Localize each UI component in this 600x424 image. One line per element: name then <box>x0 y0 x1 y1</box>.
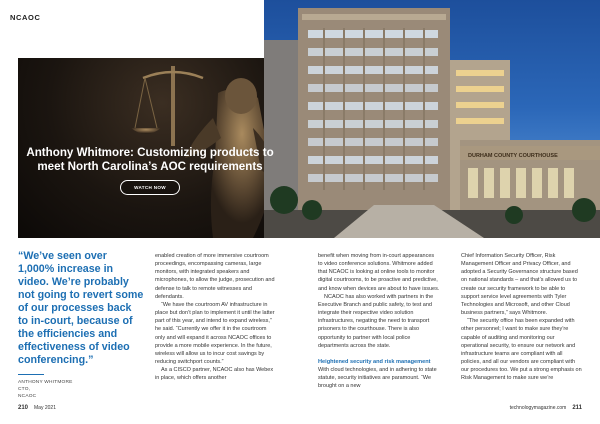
issue-date: May 2021 <box>34 405 56 411</box>
attribution-org: NCAOC <box>18 394 37 400</box>
hero-image <box>18 0 600 238</box>
watch-now-button[interactable]: WATCH NOW <box>120 180 180 195</box>
article-column-1 <box>155 252 277 383</box>
paragraph: benefit when moving from in-court appearances to video conference solutions. Whitmore added that NCAOC is looking at online tools to monitor digital courtrooms, to be proactive and predictive, and know when devices are about to have issues. <box>318 253 440 292</box>
page-number-right: 211 <box>572 405 582 411</box>
paragraph: Chief Information Security Officer, Risk Management Officer and Privacy Officer, and adopted a Security Governance structure based on national standards – and that’s allowed us to create our security framework to be able to support service level agreements with Tyler Technologies and Microsoft, and other Cloud business partners,” says Whitmore. <box>461 253 578 317</box>
building-sign: DURHAM COUNTY COURTHOUSE <box>468 153 558 159</box>
site-url[interactable]: technologymagazine.com <box>509 405 567 411</box>
paragraph: As a CISCO partner, NCAOC also has Webex in place, which offers another <box>155 367 274 382</box>
hero-title: Anthony Whitmore: Customizing products to meet North Carolina’s AOC requirements <box>26 146 274 174</box>
divider <box>18 374 44 375</box>
attribution-title: CTO, <box>18 387 31 393</box>
footer-left <box>18 405 56 411</box>
attribution-name: ANTHONY WHITMORE <box>18 380 73 386</box>
paragraph: enabled creation of more immersive courtroom proceedings, encompassing cameras, large monitors, with integrated speakers and microphones, to allow the judge, prosecution and defense to talk to remote witnesses and defendants. <box>155 253 275 300</box>
paragraph: NCAOC has also worked with partners in the Executive Branch and public safety, to test and integrate their respective video solution infrastructures, negating the need to transport prisoners to the courthouse. There is also opportunity to partner with local police departments across the state. <box>318 293 434 349</box>
pull-quote-attribution <box>18 380 144 401</box>
article-column-3 <box>461 252 583 383</box>
paragraph: “The security office has been expanded with other personnel; I want to make sure they’re capable of auditing and monitoring our operational security, to ensure our network and infrastructure teams are compliant with all policies, and all our vendors are compliant with our procedures too. We put a strong emphasis on Risk Management to make sure we’re <box>461 318 582 382</box>
section-tag: NCAOC <box>10 13 41 22</box>
article-column-2 <box>318 252 440 391</box>
section-heading: Heightened security and risk management <box>318 358 431 365</box>
page-number-left: 210 <box>18 405 29 411</box>
pull-quote: “We’ve seen over 1,000% increase in video. We’re probably not going to revert some of our processes back to in-court, because of the efficiencies and effectiveness of video conferencing.” <box>18 250 144 367</box>
paragraph: “We have the courtroom AV infrastructure in place but don’t plan to implement it until the latter part of this year, and intend to expand wireless,” he said. “Currently we offer it in the courtroom only and will expand it across NCAOC offices to provide a more mobile experience. In the future, wireless will allow us to incur cost savings by reducing switchport counts.” <box>155 301 275 366</box>
paragraph: With cloud technologies, and in adhering to state statute, security initiatives are paramount. “We brought on a new <box>318 367 437 390</box>
pull-quote-block <box>18 250 144 401</box>
footer-right <box>510 405 582 411</box>
courthouse-building <box>264 0 600 238</box>
